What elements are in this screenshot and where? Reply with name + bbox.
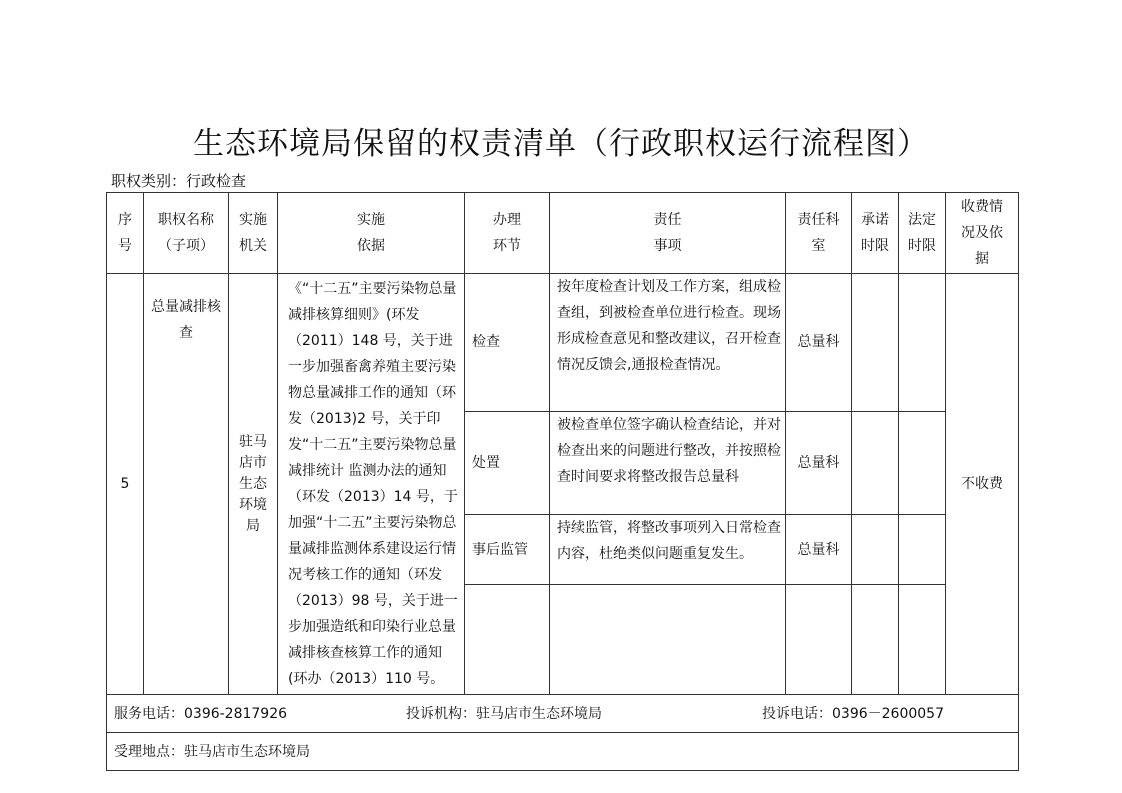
cell-duty-dispose: 被检查单位签字确认检查结论，并对检查出来的问题进行整改，并按照检查时间要求将整改报告总量科 — [550, 411, 786, 515]
cell-dept-dispose: 总量科 — [786, 411, 852, 515]
cell-step-inspect: 检查 — [465, 274, 550, 412]
complaint-phone: 投诉电话：0396－2600057 — [762, 706, 944, 722]
cell-dept-empty — [786, 584, 852, 694]
responsibility-table — [106, 192, 1019, 771]
cell-duty-empty — [550, 584, 786, 694]
header-legal-time: 法定 时限 — [899, 193, 946, 274]
cell-duty-inspect: 按年度检查计划及工作方案，组成检查组，到被检查单位进行检查。现场形成检查意见和整改建议，召开检查情况反馈会,通报检查情况。 — [550, 274, 786, 412]
cell-seq: 5 — [107, 274, 144, 695]
complaint-org: 投诉机构：驻马店市生态环境局 — [406, 706, 602, 722]
cell-promise-empty — [852, 584, 899, 694]
accept-location: 受理地点：驻马店市生态环境局 — [114, 744, 310, 760]
cell-legal-supervise — [899, 515, 946, 585]
cell-duty-supervise: 持续监管，将整改事项列入日常检查内容，杜绝类似问题重复发生。 — [550, 515, 786, 585]
header-dept: 责任科 室 — [786, 193, 852, 274]
header-name: 职权名称 （子项） — [144, 193, 229, 274]
header-fee: 收费情 况及依 据 — [946, 193, 1019, 274]
table-row — [107, 274, 1019, 412]
cell-agency: 驻马 店市 生态 环境 局 — [229, 274, 278, 695]
header-basis: 实施 依据 — [278, 193, 465, 274]
page-title: 生态环境局保留的权责清单（行政职权运行流程图） — [193, 126, 929, 162]
cell-item-name: 总量减排核 查 — [144, 274, 229, 695]
cell-fee: 不收费 — [946, 274, 1019, 695]
cell-step-empty — [465, 584, 550, 694]
cell-dept-inspect: 总量科 — [786, 274, 852, 412]
header-seq: 序 号 — [107, 193, 144, 274]
cell-legal-dispose — [899, 411, 946, 515]
table-header-row — [107, 193, 1019, 274]
cell-step-supervise: 事后监管 — [465, 515, 550, 585]
header-duty: 责任 事项 — [550, 193, 786, 274]
header-step: 办理 环节 — [465, 193, 550, 274]
service-phone: 服务电话：0396-2817926 — [114, 706, 288, 722]
cell-promise-supervise — [852, 515, 899, 585]
header-promise-time: 承诺 时限 — [852, 193, 899, 274]
header-agency: 实施 机关 — [229, 193, 278, 274]
power-category: 职权类别：行政检查 — [111, 172, 247, 190]
cell-dept-supervise: 总量科 — [786, 515, 852, 585]
cell-legal-empty — [899, 584, 946, 694]
cell-promise-inspect — [852, 274, 899, 412]
cell-promise-dispose — [852, 411, 899, 515]
cell-legal-inspect — [899, 274, 946, 412]
cell-step-dispose: 处置 — [465, 411, 550, 515]
cell-basis: 《“十二五”主要污染物总量减排核算细则》(环发（2011）148 号，关于进一步加强畜禽养殖主要污染物总量减排工作的通知（环发（2013)2 号，关于印发“十二五”主要污染物总量减排统计 监测办法的通知（环发（2013）14 号，于加强“十二五”主要污染物总量减排监测体系建设运行情况考核工作的通知（环发（2013）98 号，关于进一步加强造纸和印染行业总量减排核查核算工作的通知(环办（2013）110 号。 — [278, 274, 465, 695]
footer-location-row — [107, 733, 1019, 771]
footer-contact-row — [107, 695, 1019, 733]
